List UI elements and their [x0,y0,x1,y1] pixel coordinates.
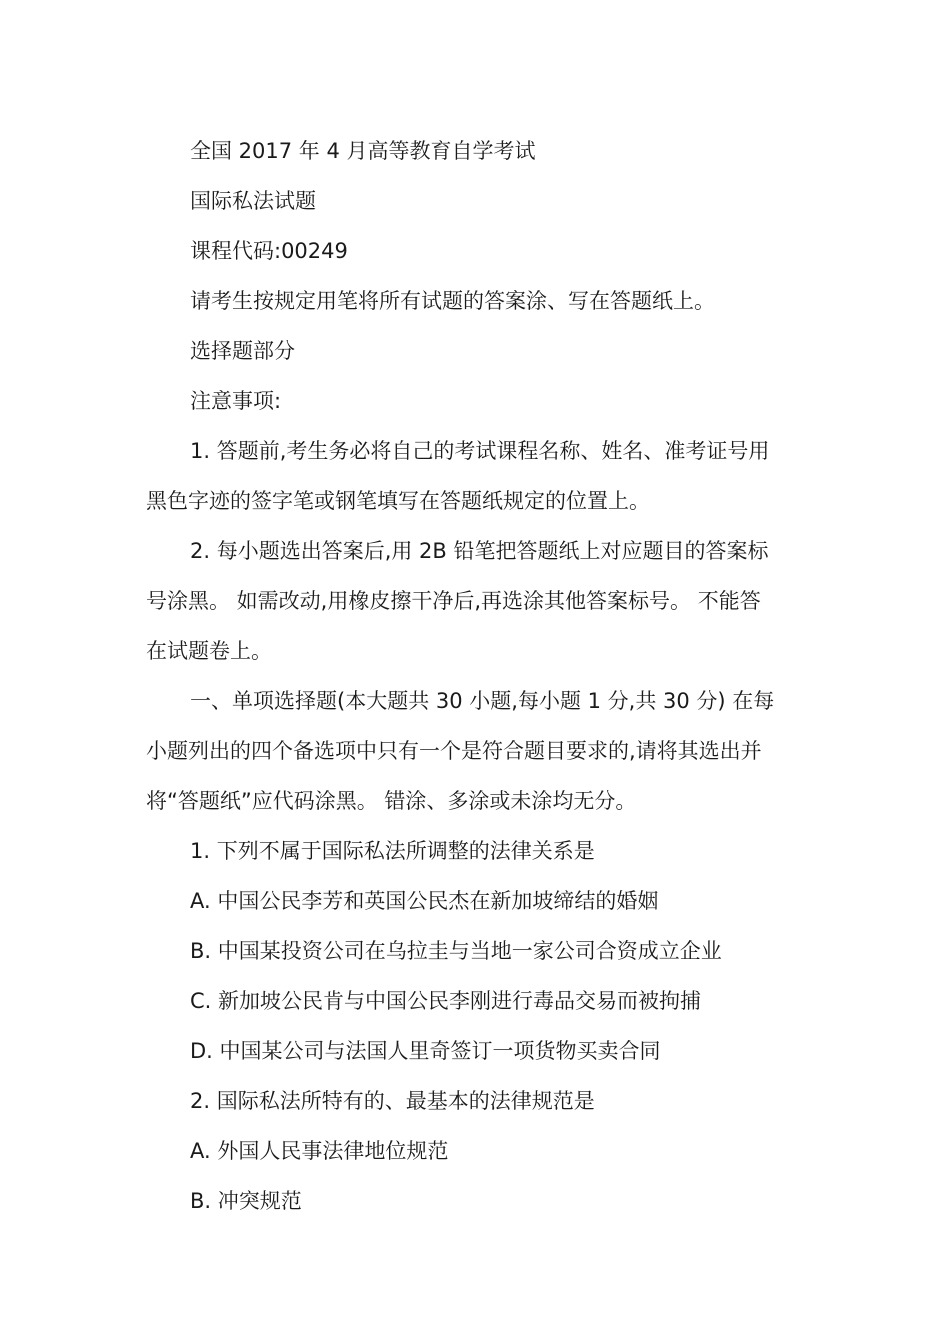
course-code: 课程代码:00249 [190,239,348,263]
question-1-option-b: B. 中国某投资公司在乌拉圭与当地一家公司合资成立企业 [190,939,722,963]
question-2-option-a: A. 外国人民事法律地位规范 [190,1139,449,1163]
question-1-option-a: A. 中国公民李芳和英国公民杰在新加坡缔结的婚姻 [190,889,659,913]
note-2-line-1: 2. 每小题选出答案后,用 2B 铅笔把答题纸上对应题目的答案标 [190,539,769,563]
note-2-line-3: 在试题卷上。 [146,639,272,663]
document-body [146,126,808,1226]
note-1-line-1: 1. 答题前,考生务必将自己的考试课程名称、姓名、准考证号用 [190,439,770,463]
subject-title: 国际私法试题 [190,189,316,213]
part-1-intro-line-1: 一、单项选择题(本大题共 30 小题,每小题 1 分,共 30 分) 在每 [190,689,775,713]
section-heading-choice: 选择题部分 [190,339,295,363]
question-1-option-d: D. 中国某公司与法国人里奇签订一项货物买卖合同 [190,1039,661,1063]
question-1-option-c: C. 新加坡公民肯与中国公民李刚进行毒品交易而被拘捕 [190,989,702,1013]
instruction-text: 请考生按规定用笔将所有试题的答案涂、写在答题纸上。 [190,289,715,313]
note-2-line-2: 号涂黑。 如需改动,用橡皮擦干净后,再选涂其他答案标号。 不能答 [146,589,761,613]
exam-header: 全国 2017 年 4 月高等教育自学考试 [190,139,536,163]
question-2-stem: 2. 国际私法所特有的、最基本的法律规范是 [190,1089,595,1113]
question-1-stem: 1. 下列不属于国际私法所调整的法律关系是 [190,839,595,863]
part-1-intro-line-3: 将“答题纸”应代码涂黑。 错涂、多涂或未涂均无分。 [146,789,637,813]
notes-heading: 注意事项: [190,389,282,413]
part-1-intro-line-2: 小题列出的四个备选项中只有一个是符合题目要求的,请将其选出并 [146,739,762,763]
note-1-line-2: 黑色字迹的签字笔或钢笔填写在答题纸规定的位置上。 [146,489,650,513]
question-2-option-b: B. 冲突规范 [190,1189,302,1213]
